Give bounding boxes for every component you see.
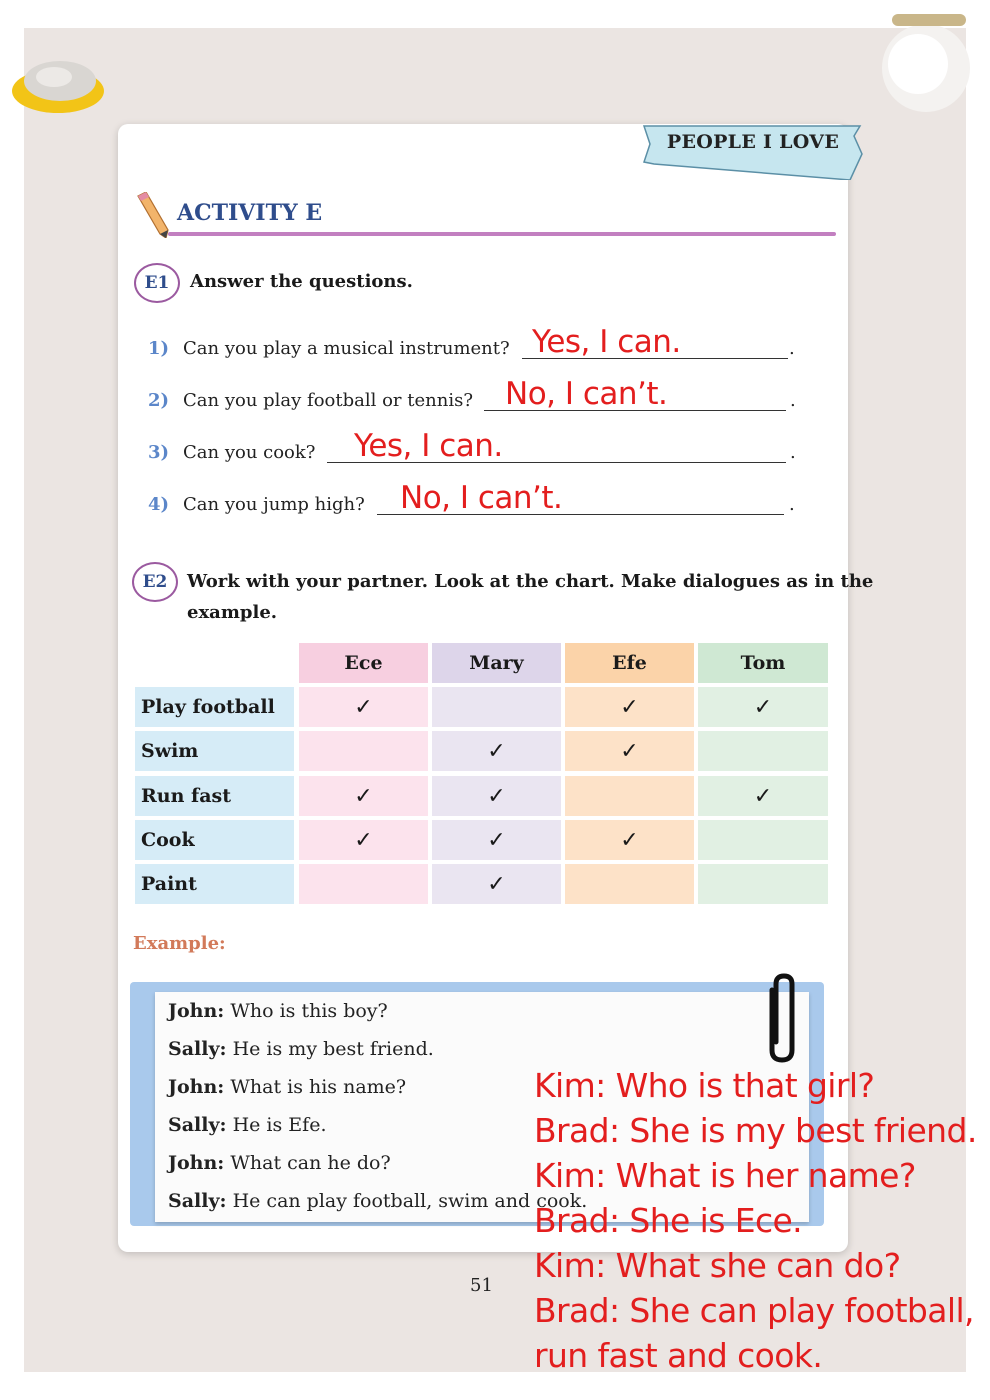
handwritten-line: Kim: What she can do? — [534, 1246, 901, 1285]
question-text: Can you play football or tennis? — [183, 390, 473, 411]
handwritten-line: run fast and cook. — [534, 1336, 823, 1375]
dialogue-line — [168, 1114, 326, 1136]
dialogue-text: What can he do? — [230, 1152, 391, 1174]
check-cell: ✓ — [432, 864, 561, 904]
publisher-logo-icon — [10, 55, 106, 117]
e2-badge: E2 — [132, 562, 178, 602]
dialogue-text: What is his name? — [230, 1076, 407, 1098]
question-text: Can you cook? — [183, 442, 316, 463]
e2-instruction-line1: Work with your partner. Look at the chart. Make dialogues as in the — [187, 571, 874, 592]
handwritten-answer: Yes, I can. — [354, 428, 503, 464]
dialogue-line — [168, 1000, 388, 1022]
question-number: 1) — [148, 338, 170, 359]
speaker: Sally: — [168, 1190, 227, 1212]
dialogue-line — [168, 1038, 434, 1060]
dialogue-text: Who is this boy? — [230, 1000, 388, 1022]
question-number: 2) — [148, 390, 170, 411]
dialogue-line — [168, 1190, 587, 1212]
column-header-ece: Ece — [299, 643, 428, 683]
check-cell — [698, 820, 828, 860]
speaker: John: — [168, 1000, 225, 1022]
check-cell: ✓ — [698, 776, 828, 816]
column-header-tom: Tom — [698, 643, 828, 683]
check-cell: ✓ — [565, 820, 694, 860]
period: . — [789, 338, 795, 359]
check-cell — [432, 687, 561, 727]
column-header-efe: Efe — [565, 643, 694, 683]
period: . — [790, 390, 796, 411]
row-label-play-football: Play football — [135, 687, 294, 727]
speaker: Sally: — [168, 1114, 227, 1136]
check-cell — [698, 731, 828, 771]
period: . — [789, 494, 795, 515]
handwritten-answer: No, I can’t. — [400, 480, 563, 516]
handwritten-answer: No, I can’t. — [505, 376, 668, 412]
row-label-run-fast: Run fast — [135, 776, 294, 816]
title-underline — [168, 232, 836, 236]
dialogue-text: He is my best friend. — [232, 1038, 434, 1060]
period: . — [790, 442, 796, 463]
question-text: Can you play a musical instrument? — [183, 338, 510, 359]
question-text: Can you jump high? — [183, 494, 365, 515]
check-cell: ✓ — [698, 687, 828, 727]
section-title: PEOPLE I LOVE — [666, 131, 840, 153]
check-cell: ✓ — [432, 776, 561, 816]
dialogue-line — [168, 1076, 406, 1098]
check-cell: ✓ — [432, 820, 561, 860]
check-cell: ✓ — [432, 731, 561, 771]
check-cell — [299, 731, 428, 771]
dialogue-text: He can play football, swim and cook. — [232, 1190, 588, 1212]
dialogue-line — [168, 1152, 391, 1174]
question-number: 3) — [148, 442, 170, 463]
check-cell: ✓ — [565, 687, 694, 727]
handwritten-line: Brad: She is my best friend. — [534, 1111, 977, 1150]
dialogue-text: He is Efe. — [232, 1114, 327, 1136]
check-cell — [698, 864, 828, 904]
row-label-swim: Swim — [135, 731, 294, 771]
seal-icon — [878, 12, 974, 112]
row-label-cook: Cook — [135, 820, 294, 860]
handwritten-line: Brad: She is Ece. — [534, 1201, 803, 1240]
paperclip-icon — [758, 972, 810, 1064]
check-cell: ✓ — [299, 820, 428, 860]
check-cell — [565, 864, 694, 904]
handwritten-line: Brad: She can play football, — [534, 1291, 974, 1330]
check-cell: ✓ — [299, 776, 428, 816]
check-cell — [565, 776, 694, 816]
activity-title: ACTIVITY E — [177, 200, 323, 226]
speaker: John: — [168, 1076, 225, 1098]
example-label: Example: — [133, 933, 226, 954]
speaker: John: — [168, 1152, 225, 1174]
e2-instruction-line2: example. — [187, 602, 278, 623]
row-label-paint: Paint — [135, 864, 294, 904]
check-cell: ✓ — [299, 687, 428, 727]
speaker: Sally: — [168, 1038, 227, 1060]
check-cell — [299, 864, 428, 904]
page-number: 51 — [470, 1275, 493, 1296]
pencil-icon — [132, 192, 172, 238]
handwritten-line: Kim: What is her name? — [534, 1156, 916, 1195]
column-header-mary: Mary — [432, 643, 561, 683]
e1-badge: E1 — [134, 263, 180, 303]
handwritten-answer: Yes, I can. — [532, 324, 681, 360]
check-cell: ✓ — [565, 731, 694, 771]
handwritten-line: Kim: Who is that girl? — [534, 1066, 875, 1105]
question-number: 4) — [148, 494, 170, 515]
e1-instruction: Answer the questions. — [190, 271, 413, 292]
